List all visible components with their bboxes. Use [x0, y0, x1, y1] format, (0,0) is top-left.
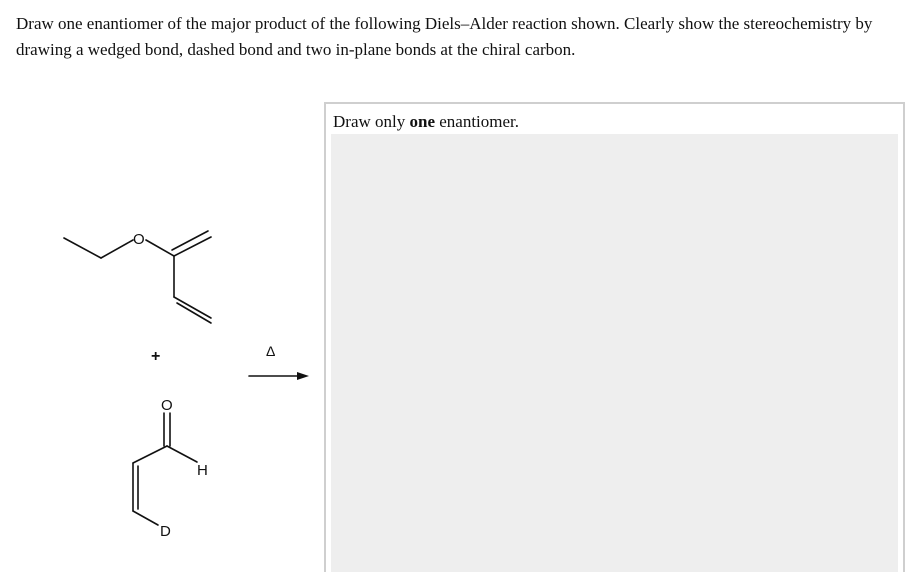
prompt-prefix: Draw only [333, 112, 410, 131]
drawing-canvas[interactable] [331, 134, 898, 572]
prompt-emphasis: one [409, 112, 435, 131]
question-text: Draw one enantiomer of the major product of the following Diels–Alder reaction shown. Clearly show the stereochemistry by drawing a wedged bond, dashed bond and two in-plane bonds at the chiral carbon. [16, 14, 873, 59]
dienophile-structure [133, 413, 197, 525]
aldehyde-hydrogen-label: H [197, 462, 208, 479]
plus-sign: + [151, 348, 161, 365]
arrow-head [297, 372, 309, 380]
diene-oxygen-label: O [133, 231, 145, 248]
drawing-panel [324, 102, 905, 572]
prompt-suffix: enantiomer. [434, 112, 520, 131]
deuterium-label: D [160, 523, 171, 540]
drawing-prompt [333, 111, 519, 133]
reaction-scheme [0, 0, 325, 562]
carbonyl-oxygen-label: O [161, 397, 173, 414]
heat-symbol: Δ [266, 343, 276, 359]
